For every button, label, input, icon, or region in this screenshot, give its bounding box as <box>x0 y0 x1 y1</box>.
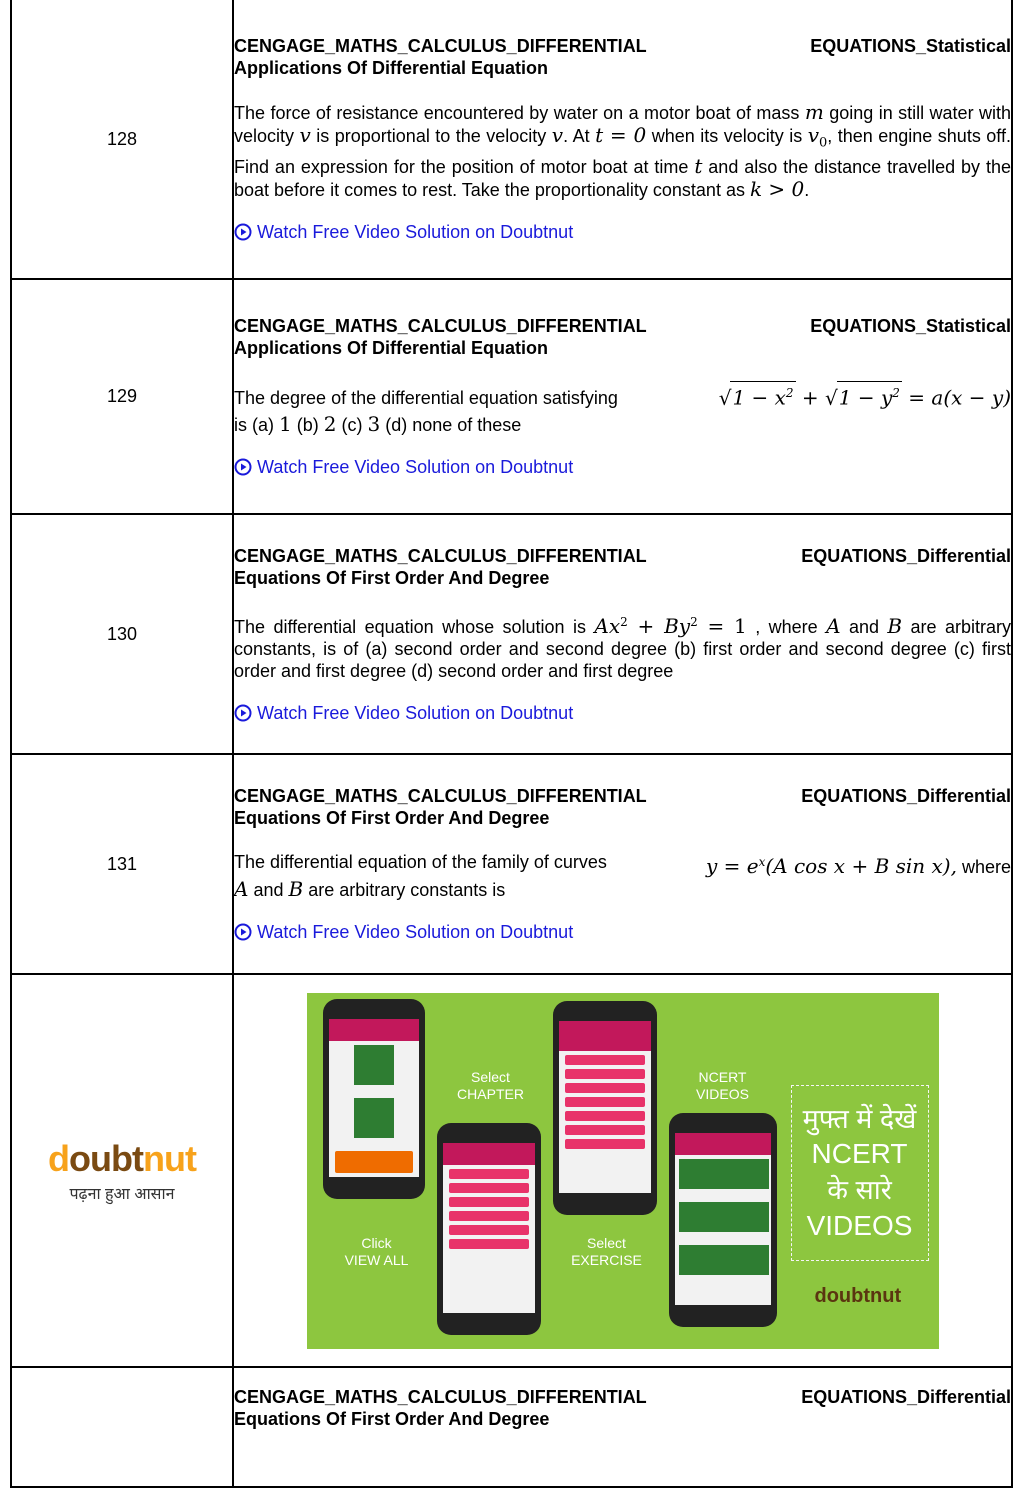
question-header <box>234 35 1011 79</box>
hindi-line: NCERT <box>811 1137 908 1169</box>
question-row <box>11 1367 1012 1487</box>
ad-label: CHAPTER <box>457 1085 524 1102</box>
phone-mockup <box>669 1113 777 1327</box>
hindi-callout <box>791 1085 929 1261</box>
question-row <box>11 754 1012 974</box>
header-left: CENGAGE_MATHS_CALCULUS_DIFFERENTIAL <box>234 316 647 337</box>
question-table <box>10 0 1013 1488</box>
header-right: EQUATIONS_Statistical <box>810 36 1011 57</box>
ad-label: VIEW ALL <box>344 1251 409 1268</box>
question-content <box>233 279 1012 514</box>
brand-cell <box>11 974 233 1367</box>
header-line2: Equations Of First Order And Degree <box>234 808 550 828</box>
watch-video-label: Watch Free Video Solution on Doubtnut <box>257 456 574 477</box>
question-row <box>11 514 1012 754</box>
play-circle-icon <box>234 704 252 722</box>
header-line2: Equations Of First Order And Degree <box>234 1409 550 1429</box>
question-text: The differential equation whose solution is $Ax^2 + By^2 = 1$ , where A and B are arbitrary constants, is of (a) second order and second degree (b) first order and second degree (c) first order and first degree (d) second order and first degree <box>234 613 1011 681</box>
header-right: EQUATIONS_Differential <box>801 786 1011 806</box>
question-number: 129 <box>11 279 233 514</box>
play-circle-icon <box>234 223 252 241</box>
ad-label: NCERT <box>698 1068 747 1085</box>
hindi-line: के सारे <box>827 1174 892 1205</box>
question-content <box>233 514 1012 754</box>
question-text: The force of resistance encountered by water on a motor boat of mass m going in still water with velocity v is proportional to the velocity v. At t = 0 when its velocity is $v_0$, then engine shuts off. Find an expression for the position of motor boat at time t and also the distance travelled by the boat before it comes to rest. Take the proportionality constant as k > 0. <box>234 100 1011 201</box>
question-header <box>234 1386 1011 1430</box>
watch-video-label: Watch Free Video Solution on Doubtnut <box>257 922 574 942</box>
question-row <box>11 279 1012 514</box>
promo-banner[interactable] <box>307 993 939 1349</box>
header-line2: Applications Of Differential Equation <box>234 58 549 79</box>
watch-video-label: Watch Free Video Solution on Doubtnut <box>257 702 574 723</box>
doubtnut-logo: doubtnut पढ़ना हुआ आसान <box>48 1137 196 1203</box>
header-line2: Equations Of First Order And Degree <box>234 567 550 588</box>
ad-label: EXERCISE <box>571 1251 642 1268</box>
ad-label: VIDEOS <box>696 1085 749 1102</box>
question-row <box>11 0 1012 279</box>
header-left: CENGAGE_MATHS_CALCULUS_DIFFERENTIAL <box>234 786 647 806</box>
brand-tagline: पढ़ना हुआ आसान <box>69 1185 175 1203</box>
question-content <box>233 0 1012 279</box>
ad-row <box>11 974 1012 1367</box>
header-left: CENGAGE_MATHS_CALCULUS_DIFFERENTIAL <box>234 545 647 566</box>
phone-mockup <box>437 1123 541 1335</box>
header-right: EQUATIONS_Differential <box>801 1387 1011 1407</box>
header-line2: Applications Of Differential Equation <box>234 338 549 359</box>
question-number: 130 <box>11 514 233 754</box>
hindi-line: VIDEOS <box>806 1209 913 1241</box>
phone-mockup <box>323 999 425 1199</box>
header-right: EQUATIONS_Statistical <box>810 316 1011 337</box>
play-circle-icon <box>234 923 252 941</box>
hindi-line: मुफ्त में देखें <box>802 1103 917 1134</box>
ad-label: Select <box>471 1068 510 1085</box>
header-left: CENGAGE_MATHS_CALCULUS_DIFFERENTIAL <box>234 1387 647 1407</box>
question-content <box>233 754 1012 974</box>
question-content <box>233 1367 1012 1487</box>
question-text: The degree of the differential equation satisfying √ $1 - x^2$ + √ $1 - y^2$ = a(x − y) is (a) 1 (b) 2 (c) 3 (d) none of these <box>234 381 1011 436</box>
header-right: EQUATIONS_Differential <box>801 545 1011 566</box>
watch-video-link[interactable] <box>234 456 1011 478</box>
ad-label: Click <box>361 1234 392 1251</box>
phone-mockup <box>553 1001 657 1215</box>
question-number: 131 <box>11 754 233 974</box>
ad-label: Select <box>587 1234 626 1251</box>
ad-logo: doubtnut <box>814 1284 902 1307</box>
question-number <box>11 1367 233 1487</box>
question-number: 128 <box>11 0 233 279</box>
question-header <box>234 785 1011 829</box>
play-circle-icon <box>234 458 252 476</box>
question-text: The differential equation of the family of curves $y = e^x(A$ cos x + B sin x), where A and B are arbitrary constants is <box>234 852 1011 901</box>
watch-video-link[interactable] <box>234 702 1011 724</box>
question-header <box>234 315 1011 359</box>
ad-cell <box>233 974 1012 1367</box>
watch-video-label: Watch Free Video Solution on Doubtnut <box>257 221 574 242</box>
question-header <box>234 545 1011 589</box>
watch-video-link[interactable] <box>234 221 1011 243</box>
watch-video-link[interactable] <box>234 921 1011 943</box>
header-left: CENGAGE_MATHS_CALCULUS_DIFFERENTIAL <box>234 36 647 57</box>
